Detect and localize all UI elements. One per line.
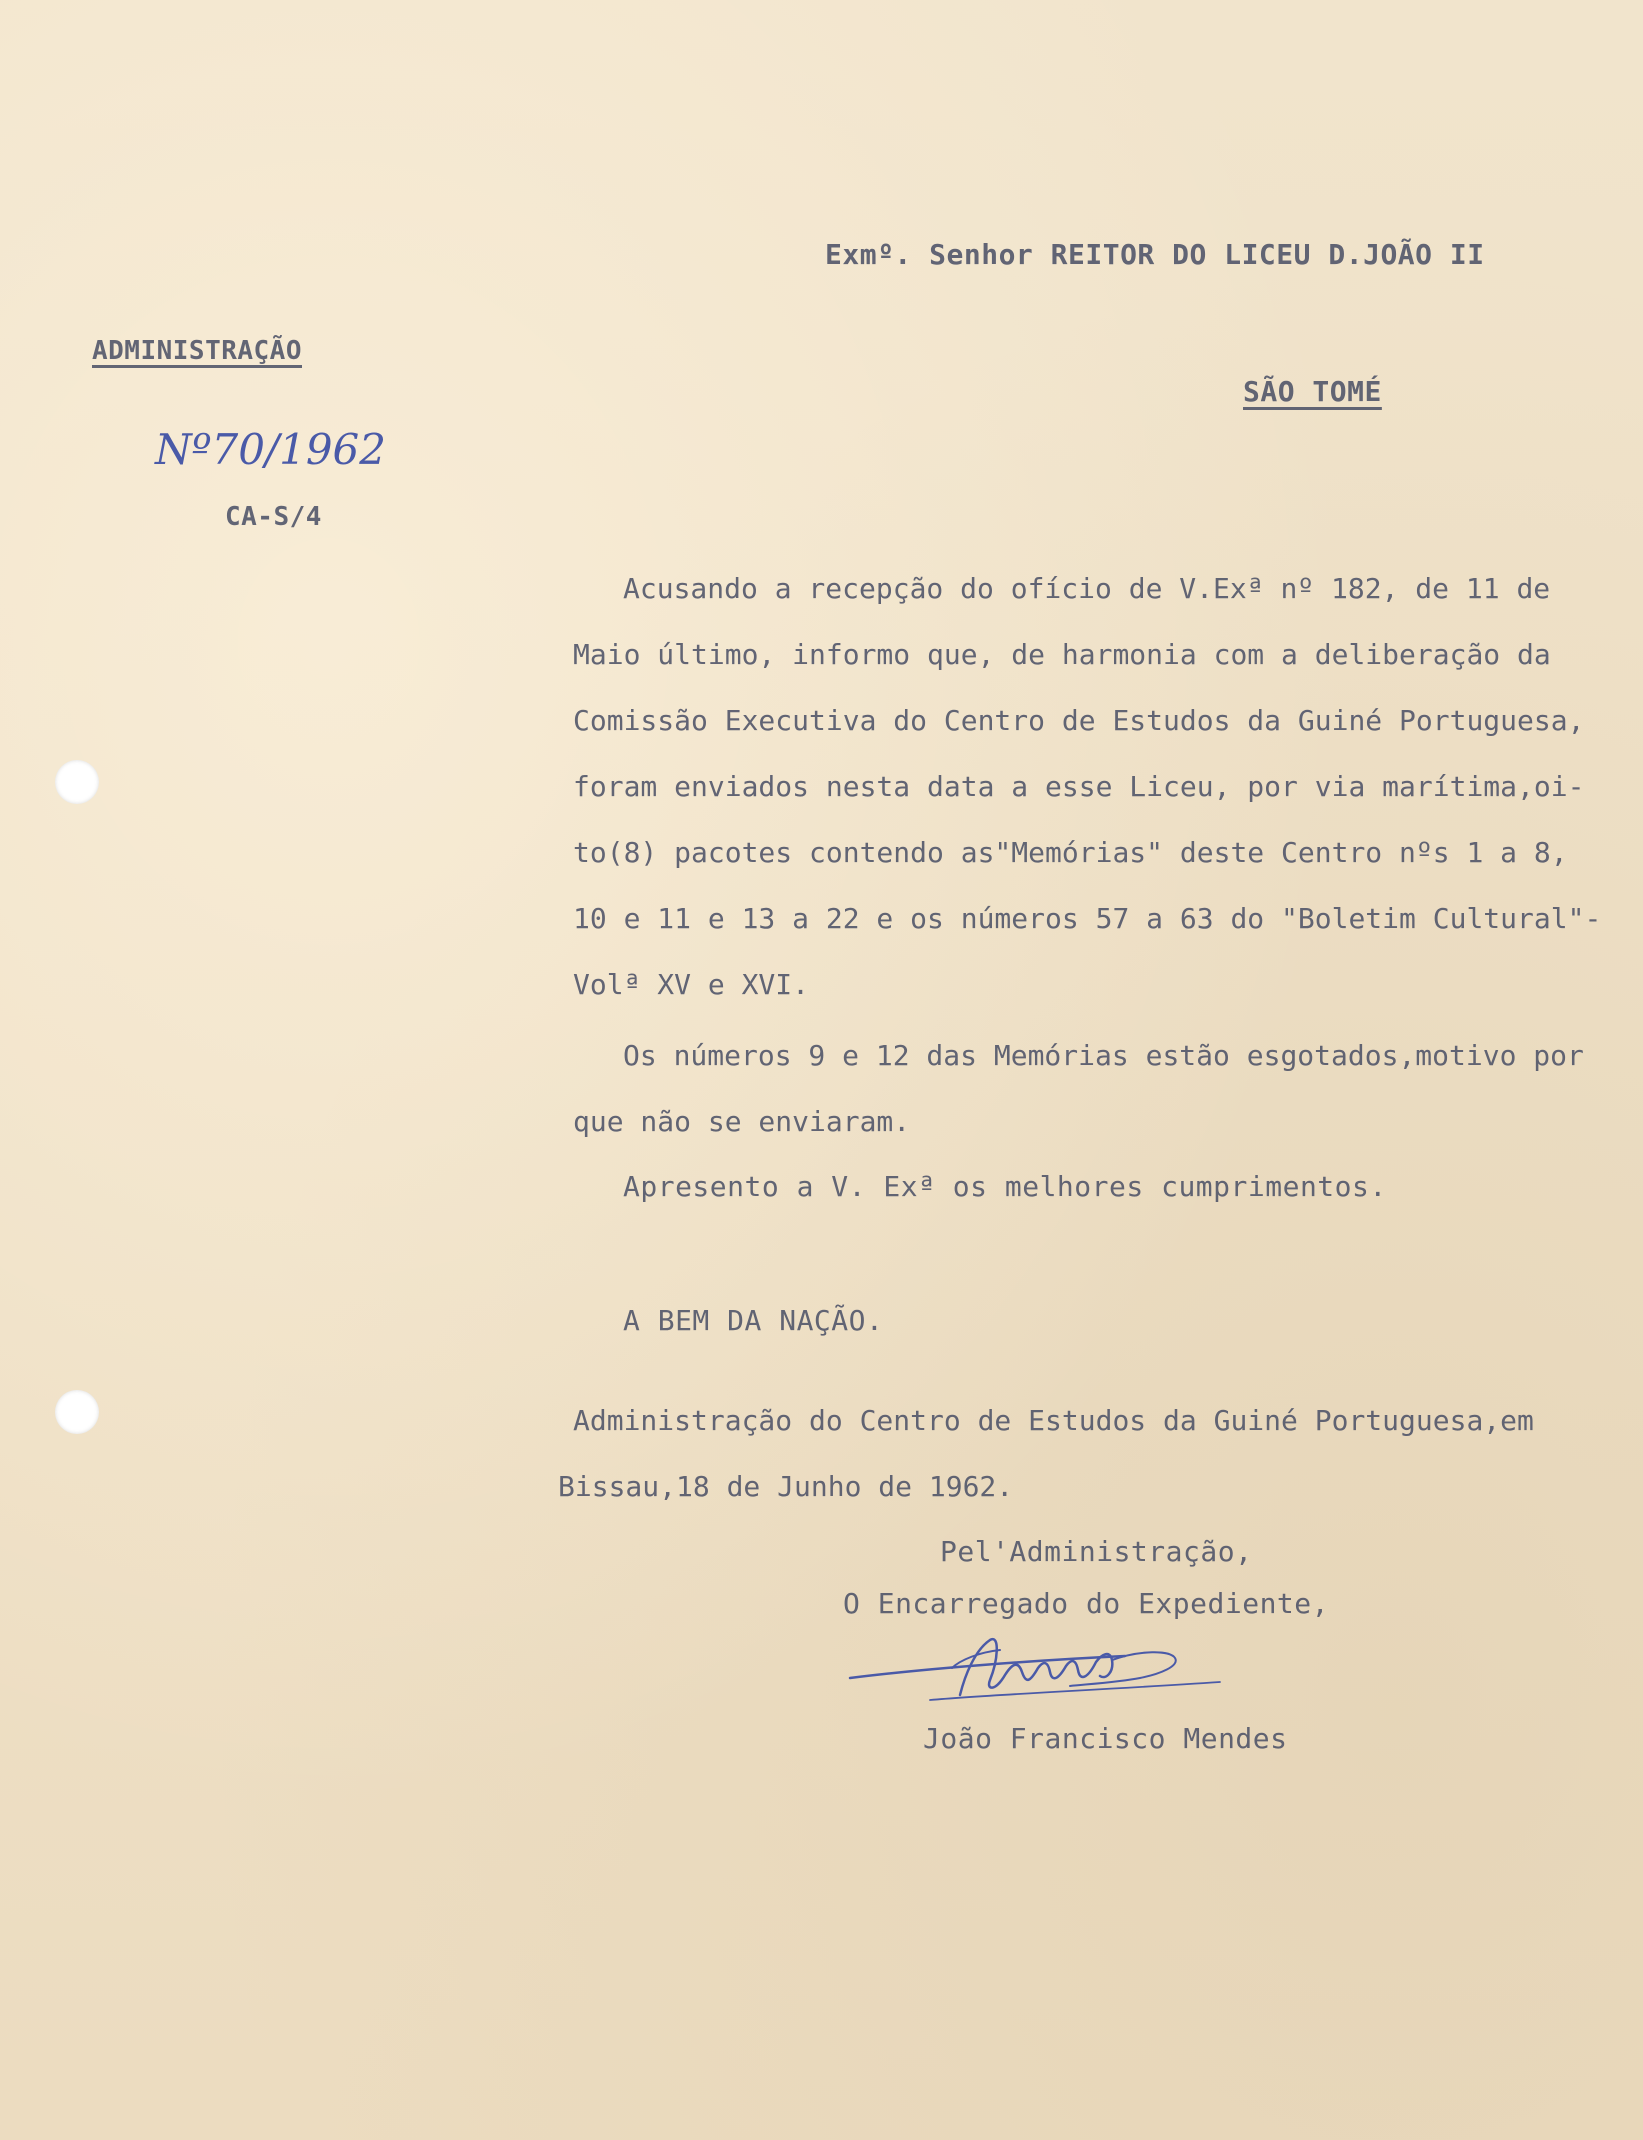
body-line: Os números 9 e 12 das Memórias estão esgotados,motivo por — [623, 1039, 1584, 1072]
place-date-line: Bissau,18 de Junho de 1962. — [558, 1470, 1014, 1503]
body-line: Volª XV e XVI. — [573, 968, 810, 1001]
body-paragraph-2 — [573, 1023, 1593, 1155]
punch-hole-top — [55, 760, 99, 804]
place-date-line: Administração do Centro de Estudos da Guiné Portuguesa,em — [573, 1404, 1534, 1437]
reference-number-handwritten: Nº70/1962 — [155, 425, 386, 474]
punch-hole-bottom — [55, 1390, 99, 1434]
reference-code: CA-S/4 — [225, 502, 322, 532]
addressee: Exmº. Senhor REITOR DO LICEU D.JOÃO II — [825, 238, 1485, 271]
body-line: 10 e 11 e 13 a 22 e os números 57 a 63 do "Boletim Cultural"- — [573, 902, 1602, 935]
signatory-name: João Francisco Mendes — [923, 1722, 1288, 1755]
signoff-line-1: Pel'Administração, — [940, 1535, 1253, 1568]
body-line: que não se enviaram. — [573, 1105, 911, 1138]
signoff-line-2: O Encarregado do Expediente, — [843, 1587, 1330, 1620]
body-line: Maio último, informo que, de harmonia com a deliberação da — [573, 638, 1551, 671]
body-line: Acusando a recepção do ofício de V.Exª nº 182, de 11 de — [623, 572, 1551, 605]
body-paragraph-1 — [573, 556, 1602, 1018]
closing-greeting: Apresento a V. Exª os melhores cumprimentos. — [623, 1170, 1387, 1203]
department-heading: ADMINISTRAÇÃO — [92, 336, 302, 366]
addressee-location: SÃO TOMÉ — [1243, 375, 1382, 408]
body-line: to(8) pacotes contendo as"Memórias" deste Centro nºs 1 a 8, — [573, 836, 1568, 869]
place-date — [558, 1388, 1593, 1520]
body-line: Comissão Executiva do Centro de Estudos da Guiné Portuguesa, — [573, 704, 1585, 737]
handwritten-signature — [840, 1620, 1270, 1710]
motto: A BEM DA NAÇÃO. — [623, 1304, 884, 1337]
body-line: foram enviados nesta data a esse Liceu, por via marítima,oi- — [573, 770, 1585, 803]
